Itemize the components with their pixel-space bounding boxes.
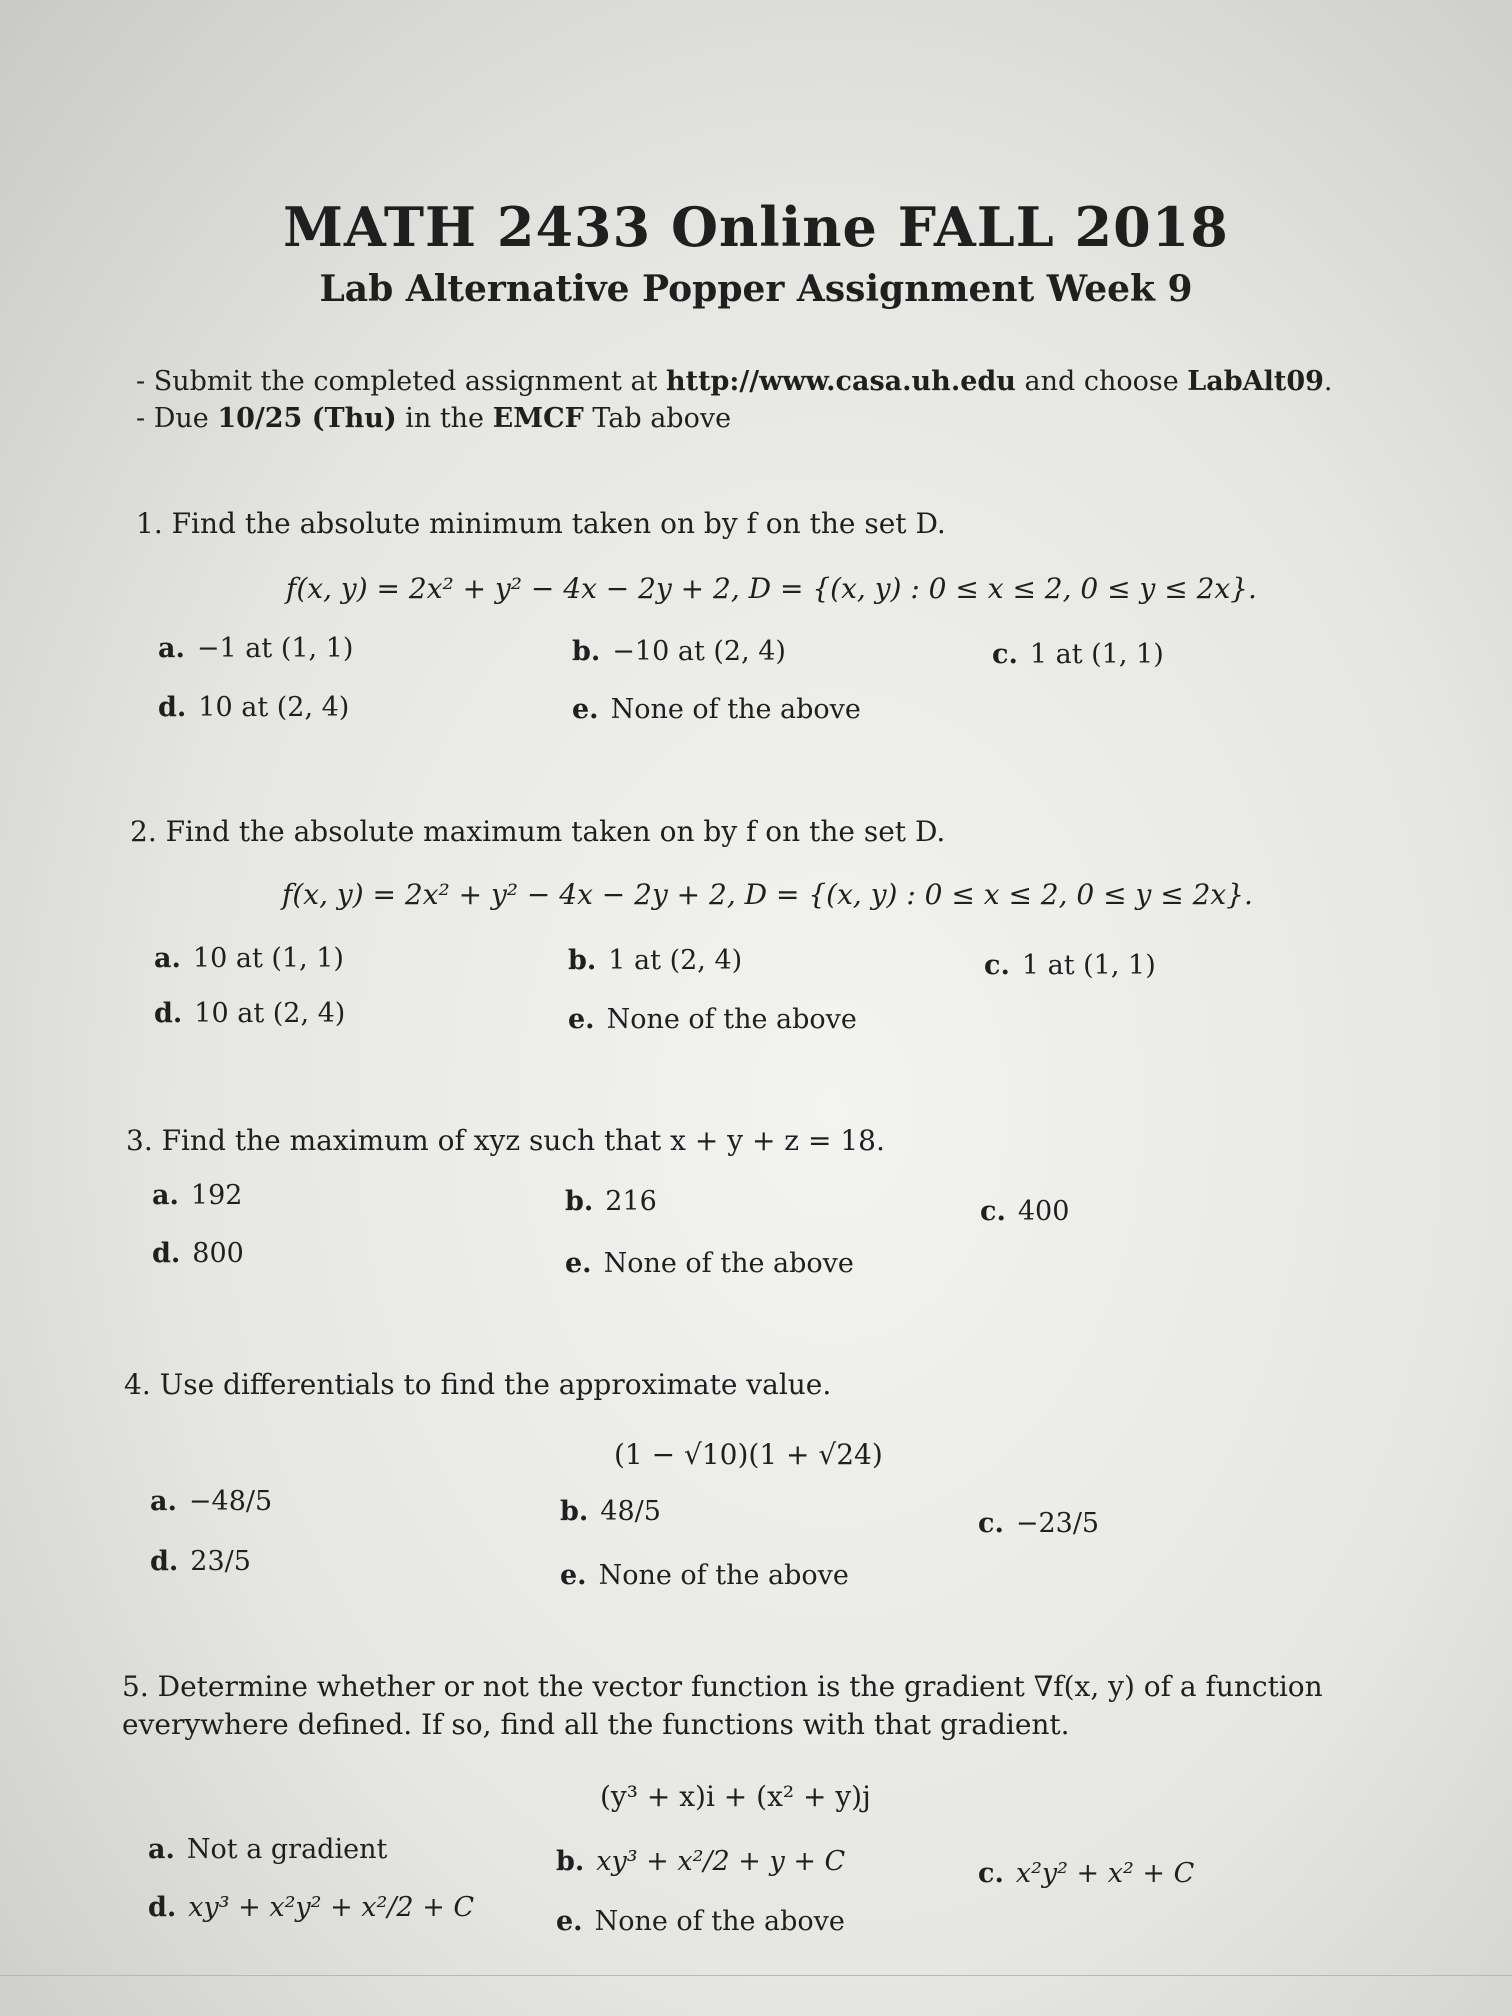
question-5-option-b[interactable]: [556, 1846, 845, 1877]
option-text: 400: [1017, 1196, 1070, 1227]
option-text: None of the above: [603, 1248, 854, 1279]
option-letter: b.: [556, 1846, 585, 1877]
question-3-option-c[interactable]: [980, 1196, 1069, 1227]
question-3-option-e[interactable]: [565, 1248, 854, 1279]
instruction-text: Tab above: [583, 403, 732, 434]
option-letter: c.: [984, 950, 1010, 981]
option-text: −1 at (1, 1): [196, 633, 354, 664]
question-4-option-c[interactable]: [978, 1508, 1099, 1539]
question-4-option-d[interactable]: [150, 1546, 251, 1577]
option-text: 48/5: [600, 1496, 661, 1527]
option-text: 10 at (2, 4): [194, 998, 346, 1029]
question-2-option-c[interactable]: [984, 950, 1156, 981]
question-3-option-b[interactable]: [565, 1186, 657, 1217]
option-text: 1 at (1, 1): [1021, 950, 1156, 981]
option-text: x²y² + x² + C: [1015, 1858, 1195, 1889]
option-letter: c.: [992, 639, 1018, 670]
question-1-option-d[interactable]: [158, 692, 349, 723]
question-1-option-a[interactable]: [158, 633, 353, 664]
option-text: 1 at (2, 4): [608, 945, 743, 976]
instruction-submit: [136, 366, 1332, 397]
question-4-expression: (1 − √10)(1 + √24): [614, 1438, 883, 1471]
question-3-prompt: 3. Find the maximum of xyz such that x + y + z = 18.: [126, 1124, 885, 1157]
option-text: −48/5: [188, 1486, 273, 1517]
option-letter: e.: [565, 1248, 592, 1279]
option-text: 1 at (1, 1): [1029, 639, 1164, 670]
option-letter: b.: [572, 636, 601, 667]
option-text: None of the above: [598, 1560, 849, 1591]
option-letter: d.: [158, 692, 187, 723]
option-letter: a.: [150, 1486, 177, 1517]
question-4-option-b[interactable]: [560, 1496, 661, 1527]
option-text: xy³ + x²y² + x²/2 + C: [188, 1892, 475, 1923]
instruction-text: in the: [396, 403, 493, 434]
question-4-option-a[interactable]: [150, 1486, 272, 1517]
option-text: xy³ + x²/2 + y + C: [596, 1846, 846, 1877]
option-letter: c.: [980, 1196, 1006, 1227]
question-1-option-b[interactable]: [572, 636, 786, 667]
option-text: 216: [605, 1186, 657, 1217]
option-letter: d.: [154, 998, 183, 1029]
option-letter: e.: [556, 1906, 583, 1937]
option-letter: e.: [568, 1004, 595, 1035]
option-text: 800: [192, 1238, 244, 1269]
assignment-code: LabAlt09: [1187, 366, 1324, 397]
option-text: 192: [190, 1180, 243, 1211]
option-letter: b.: [565, 1186, 594, 1217]
question-2-option-b[interactable]: [568, 945, 742, 976]
option-letter: d.: [148, 1892, 177, 1923]
option-text: −10 at (2, 4): [612, 636, 786, 667]
page-bottom-edge: [0, 1975, 1512, 1976]
option-text: None of the above: [610, 694, 861, 725]
question-2-option-e[interactable]: [568, 1004, 857, 1035]
option-letter: d.: [150, 1546, 179, 1577]
question-4-prompt: 4. Use differentials to find the approximate value.: [124, 1368, 832, 1401]
question-2-option-a[interactable]: [154, 943, 344, 974]
page-title: MATH 2433 Online FALL 2018: [283, 195, 1229, 259]
option-letter: a.: [154, 943, 181, 974]
option-text: 23/5: [190, 1546, 251, 1577]
question-2-prompt: 2. Find the absolute maximum taken on by f on the set D.: [130, 815, 946, 848]
question-1-option-c[interactable]: [992, 639, 1164, 670]
question-1-prompt: 1. Find the absolute minimum taken on by f on the set D.: [136, 507, 946, 540]
question-1-equation: f(x, y) = 2x² + y² − 4x − 2y + 2, D = {(x, y) : 0 ≤ x ≤ 2, 0 ≤ y ≤ 2x}.: [286, 572, 1257, 605]
option-text: 10 at (1, 1): [192, 943, 344, 974]
option-letter: a.: [148, 1834, 175, 1865]
question-5-prompt: 5. Determine whether or not the vector function is the gradient ∇f(x, y) of a function everywhere defined. If so, find all the functions with that gradient.: [122, 1670, 1323, 1741]
option-text: None of the above: [594, 1906, 845, 1937]
question-2-equation: f(x, y) = 2x² + y² − 4x − 2y + 2, D = {(x, y) : 0 ≤ x ≤ 2, 0 ≤ y ≤ 2x}.: [282, 878, 1253, 911]
instruction-text: - Submit the completed assignment at: [136, 366, 666, 397]
option-text: Not a gradient: [186, 1834, 388, 1865]
question-4-option-e[interactable]: [560, 1560, 849, 1591]
tab-name: EMCF: [492, 403, 584, 434]
instruction-text: .: [1323, 366, 1333, 397]
due-date: 10/25 (Thu): [217, 403, 397, 434]
question-5-option-c[interactable]: [978, 1858, 1194, 1889]
question-1-option-e[interactable]: [572, 694, 861, 725]
question-5-option-e[interactable]: [556, 1906, 845, 1937]
question-5-option-a[interactable]: [148, 1834, 387, 1865]
option-letter: c.: [978, 1508, 1004, 1539]
question-2-option-d[interactable]: [154, 998, 345, 1029]
option-letter: b.: [568, 945, 597, 976]
option-text: 10 at (2, 4): [198, 692, 350, 723]
question-5-option-d[interactable]: [148, 1892, 474, 1923]
instruction-text: - Due: [136, 403, 218, 434]
question-3-option-a[interactable]: [152, 1180, 242, 1211]
option-letter: e.: [572, 694, 599, 725]
option-letter: a.: [158, 633, 185, 664]
submit-url: http://www.casa.uh.edu: [665, 366, 1016, 397]
option-letter: d.: [152, 1238, 181, 1269]
instruction-due: [136, 403, 731, 434]
option-letter: b.: [560, 1496, 589, 1527]
option-text: None of the above: [606, 1004, 857, 1035]
option-letter: c.: [978, 1858, 1004, 1889]
option-letter: a.: [152, 1180, 179, 1211]
question-3-option-d[interactable]: [152, 1238, 244, 1269]
option-text: −23/5: [1015, 1508, 1100, 1539]
question-5-expression: (y³ + x)i + (x² + y)j: [600, 1780, 871, 1813]
instruction-text: and choose: [1015, 366, 1188, 397]
page-subtitle: Lab Alternative Popper Assignment Week 9: [319, 268, 1193, 310]
option-letter: e.: [560, 1560, 587, 1591]
